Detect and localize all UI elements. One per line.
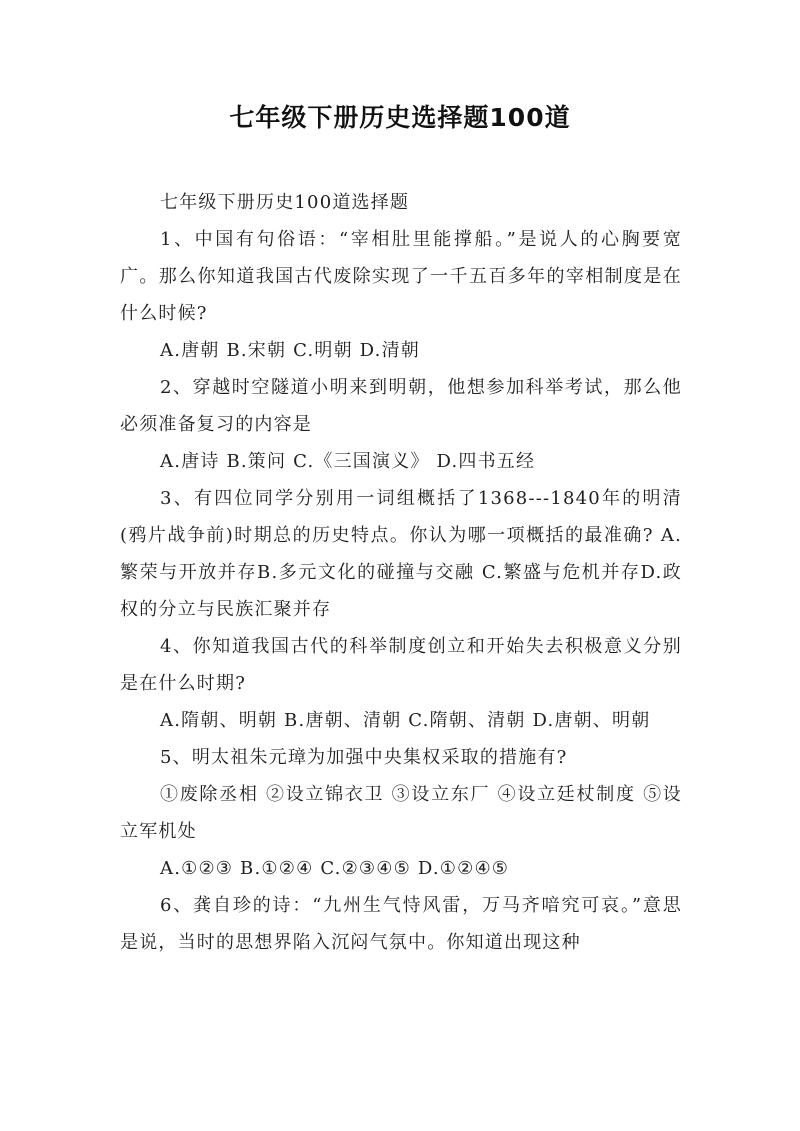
question-1-options: A.唐朝 B.宋朝 C.明朝 D.清朝 <box>160 340 420 361</box>
question-2: 2、穿越时空隧道小明来到明朝，他想参加科举考试，那么他必须准备复习的内容是 <box>120 377 682 435</box>
question-5: 5、明太祖朱元璋为加强中央集权采取的措施有? <box>160 747 568 768</box>
subtitle-paragraph: 七年级下册历史100道选择题 <box>160 192 410 213</box>
question-2-options: A.唐诗 B.策问 C.《三国演义》 D.四书五经 <box>160 451 536 472</box>
question-6: 6、龚自珍的诗：“九州生气恃风雷，万马齐喑究可哀。”意思是说，当时的思想界陷入沉闷气氛中。你知道出现这种 <box>120 895 682 953</box>
question-1: 1、中国有句俗语：“宰相肚里能撑船。”是说人的心胸要宽广。那么你知道我国古代废除实现了一千五百多年的宰相制度是在什么时候? <box>120 229 682 324</box>
question-4: 4、你知道我国古代的科举制度创立和开始失去积极意义分别是在什么时期? <box>120 636 682 694</box>
document-body <box>120 184 682 961</box>
question-3: 3、有四位同学分别用一词组概括了1368---1840年的明清(鸦片战争前)时期总的历史特点。你认为哪一项概括的最准确? A.繁荣与开放并存B.多元文化的碰撞与交融 C.繁盛与危机并存D.政权的分立与民族汇聚并存 <box>120 488 682 620</box>
document-title: 七年级下册历史选择题100道 <box>229 103 571 132</box>
question-4-options: A.隋朝、明朝 B.唐朝、清朝 C.隋朝、清朝 D.唐朝、明朝 <box>160 710 651 731</box>
question-5-options: A.①②③ B.①②④ C.②③④⑤ D.①②④⑤ <box>160 858 510 879</box>
question-5-items: ①废除丞相 ②设立锦衣卫 ③设立东厂 ④设立廷杖制度 ⑤设立军机处 <box>120 784 682 842</box>
